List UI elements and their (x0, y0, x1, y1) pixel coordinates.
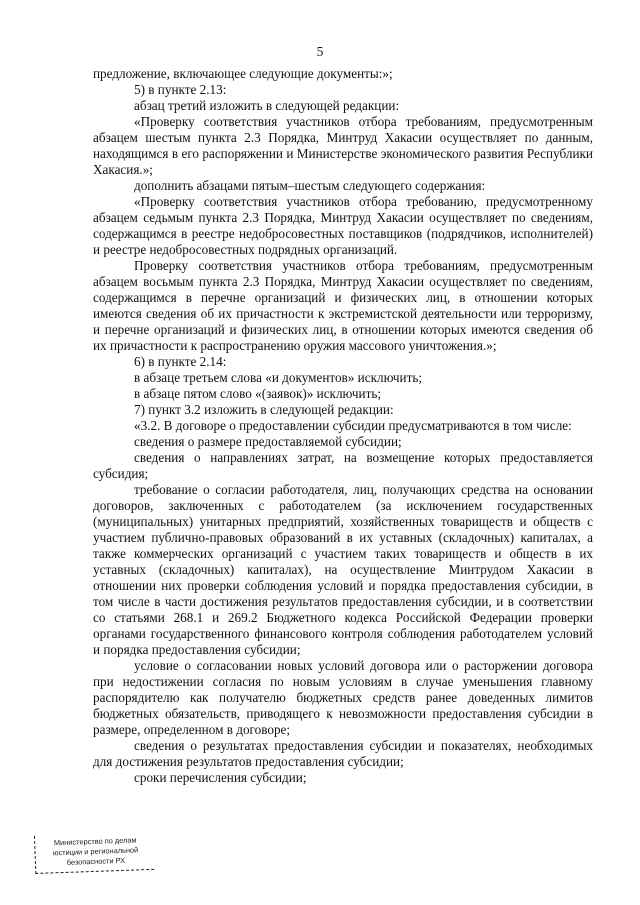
stamp-line: юстиции и региональной (52, 845, 139, 858)
paragraph: 5) в пункте 2.13: (134, 82, 227, 97)
paragraph: сведения о результатах предоставления субсидии и показателях, необходимых для достижения результатов предоставления субсидии; (93, 738, 593, 769)
stamp-line: Министерство по делам (53, 835, 137, 848)
paragraph: дополнить абзацами пятым–шестым следующего содержания: (134, 178, 486, 193)
paragraph: требование о согласии работодателя, лиц, получающих средства на основании договоров, заключенных с работодателем (за исключением государственных (муниципальных) унитарных предприятий, хозяйственных товариществ и обществ с участием публично-правовых образований в их уставных (складочных) капиталах, а также коммерческих организаций с участием таких товариществ и обществ в их уставных (складочных) капиталах), на осуществление Минтрудом Хакасии в отношении них проверки соблюдения условий и порядка предоставления субсидии, в том числе в части достижения результатов предоставления субсидии, и в соответствии со статьями 268.1 и 269.2 Бюджетного кодекса Российской Федерации проверки органами государственного финансового контроля соблюдения работодателем условий и порядка предоставления субсидии; (93, 482, 593, 657)
paragraph: «Проверку соответствия участников отбора требованию, предусмотренному абзацем седьмым пункта 2.3 Порядка, Минтруд Хакасии осуществляет по сведениям, содержащимся в реестре недобросовестных поставщиков (подрядчиков, исполнителей) и реестре недобросовестных подрядных организаций. (93, 194, 593, 257)
paragraph: «Проверку соответствия участников отбора требованиям, предусмотренным абзацем шестым пункта 2.3 Порядка, Минтруд Хакасии осуществляет по данным, находящимся в его распоряжении и Министерстве экономического развития Республики Хакасия.»; (93, 114, 593, 177)
paragraph: абзац третий изложить в следующей редакции: (134, 98, 400, 113)
paragraph: в абзаце пятом слово «(заявок)» исключить; (134, 386, 382, 401)
paragraph: предложение, включающее следующие документы:»; (93, 66, 393, 81)
paragraph: Проверку соответствия участников отбора требованиям, предусмотренным абзацем восьмым пункта 2.3 Порядка, Минтруд Хакасии осуществляет по сведениям, содержащимся в перечне организаций и физических лиц, в отношении которых имеются сведения об их причастности к экстремистской деятельности или терроризму, и перечне организаций и физических лиц, в отношении которых имеются сведения об их причастности к распространению оружия массового уничтожения.»; (93, 258, 593, 353)
paragraph: условие о согласовании новых условий договора или о расторжении договора при недостижении согласия по новым условиям в случае уменьшения главному распорядителю как получателю бюджетных средств ранее доведенных лимитов бюджетных обязательств, приводящего к невозможности предоставления субсидии в размере, определенном в договоре; (93, 658, 593, 737)
paragraph: сведения о направлениях затрат, на возмещение которых предоставляется субсидия; (93, 450, 593, 481)
page-number: 5 (316, 44, 324, 59)
ministry-stamp (34, 832, 154, 874)
paragraph: 6) в пункте 2.14: (134, 354, 227, 369)
paragraph: сроки перечисления субсидии; (134, 770, 307, 785)
document-body (93, 66, 593, 786)
paragraph: «3.2. В договоре о предоставлении субсидии предусматриваются в том числе: (134, 418, 572, 433)
paragraph: сведения о размере предоставляемой субсидии; (134, 434, 402, 449)
paragraph: в абзаце третьем слова «и документов» исключить; (134, 370, 423, 385)
paragraph: 7) пункт 3.2 изложить в следующей редакции: (134, 402, 394, 417)
stamp-line: безопасности РХ (66, 855, 126, 867)
